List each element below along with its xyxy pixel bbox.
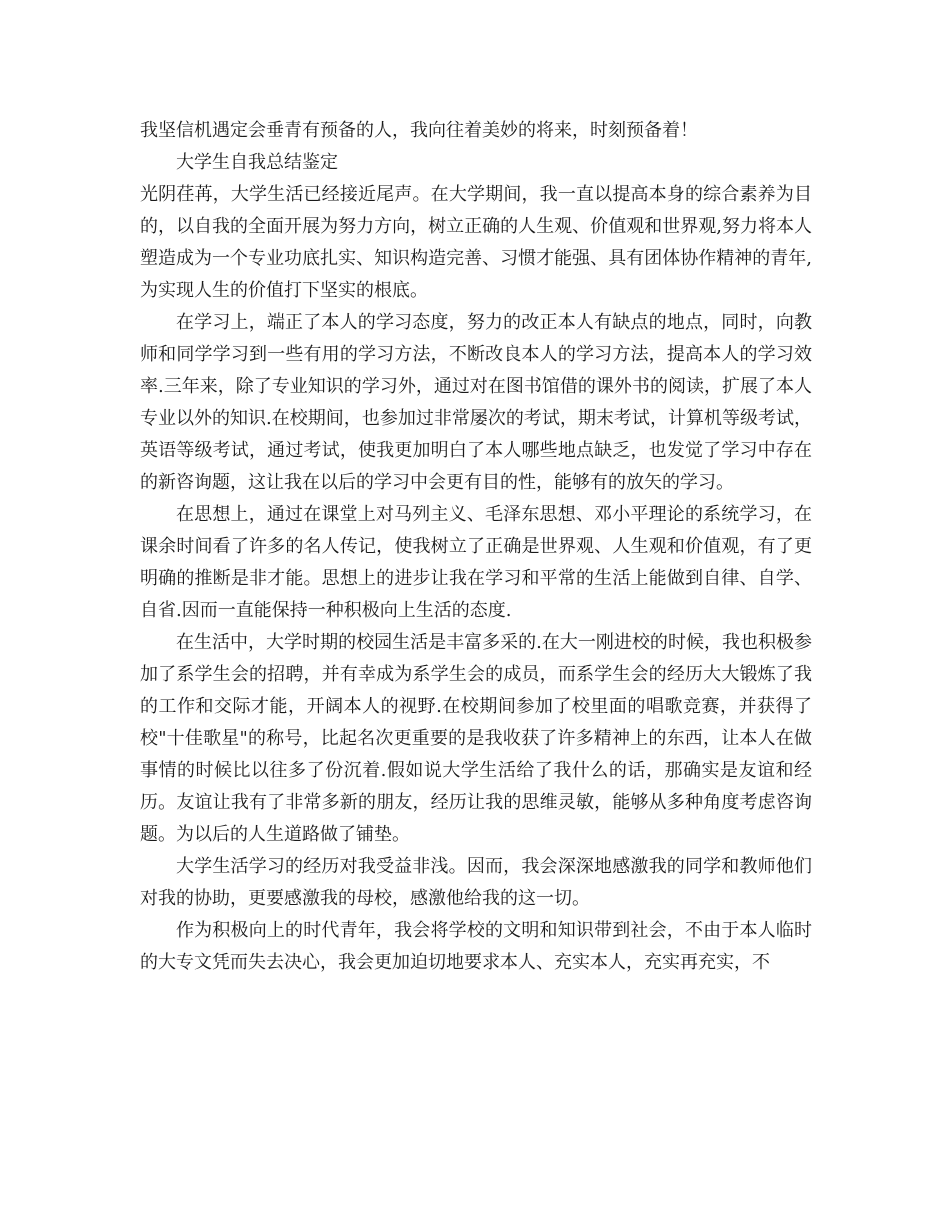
paragraph-study: 在学习上，端正了本人的学习态度，努力的改正本人有缺点的地点，同时，向教师和同学学习到一些有用的学习方法，不断改良本人的学习方法，提高本人的学习效率.三年来，除了专业知识的学习外，通过对在图书馆借的课外书的阅读，扩展了本人专业以外的知识.在校期间，也参加过非常屡次的考试，期末考试，计算机等级考试，英语等级考试，通过考试，使我更加明白了本人哪些地点缺乏，也发觉了学习中存在的新咨询题，这让我在以后的学习中会更有目的性，能够有的放矢的学习。	[140, 312, 812, 493]
paragraph-continuation: 我坚信机遇定会垂青有预备的人，我向往着美妙的将来，时刻预备着！	[140, 120, 698, 141]
document-page	[140, 115, 812, 979]
section-heading: 大学生自我总结鉴定	[176, 152, 338, 173]
paragraph-future: 作为积极向上的时代青年，我会将学校的文明和知识带到社会，不由于本人临时的大专文凭而失去决心，我会更加迫切地要求本人、充实本人，充实再充实，不	[140, 920, 812, 973]
paragraph-thought: 在思想上，通过在课堂上对马列主义、毛泽东思想、邓小平理论的系统学习，在课余时间看了许多的名人传记，使我树立了正确是世界观、人生观和价值观，有了更明确的推断是非才能。思想上的进步让我在学习和平常的生活上能做到自律、自学、自省.因而一直能保持一种积极向上生活的态度.	[140, 504, 812, 621]
paragraph-life: 在生活中，大学时期的校园生活是丰富多采的.在大一刚进校的时候，我也积极参加了系学生会的招聘，并有幸成为系学生会的成员，而系学生会的经历大大锻炼了我的工作和交际才能，开阔本人的视野.在校期间参加了校里面的唱歌竞赛，并获得了校"十佳歌星"的称号，比起名次更重要的是我收获了许多精神上的东西，让本人在做事情的时候比以往多了份沉着.假如说大学生活给了我什么的话，那确实是友谊和经历。友谊让我有了非常多新的朋友，经历让我的思维灵敏，能够从多种角度考虑咨询题。为以后的人生道路做了铺垫。	[140, 632, 812, 845]
paragraph-intro: 光阴荏苒，大学生活已经接近尾声。在大学期间，我一直以提高本身的综合素养为目的，以自我的全面开展为努力方向，树立正确的人生观、价值观和世界观,努力将本人塑造成为一个专业功底扎实、知识构造完善、习惯才能强、具有团体协作精神的青年,为实现人生的价值打下坚实的根底。	[140, 184, 812, 301]
paragraph-gratitude: 大学生活学习的经历对我受益非浅。因而，我会深深地感激我的同学和教师他们对我的协助，更要感激我的母校，感激他给我的这一切。	[140, 856, 812, 909]
